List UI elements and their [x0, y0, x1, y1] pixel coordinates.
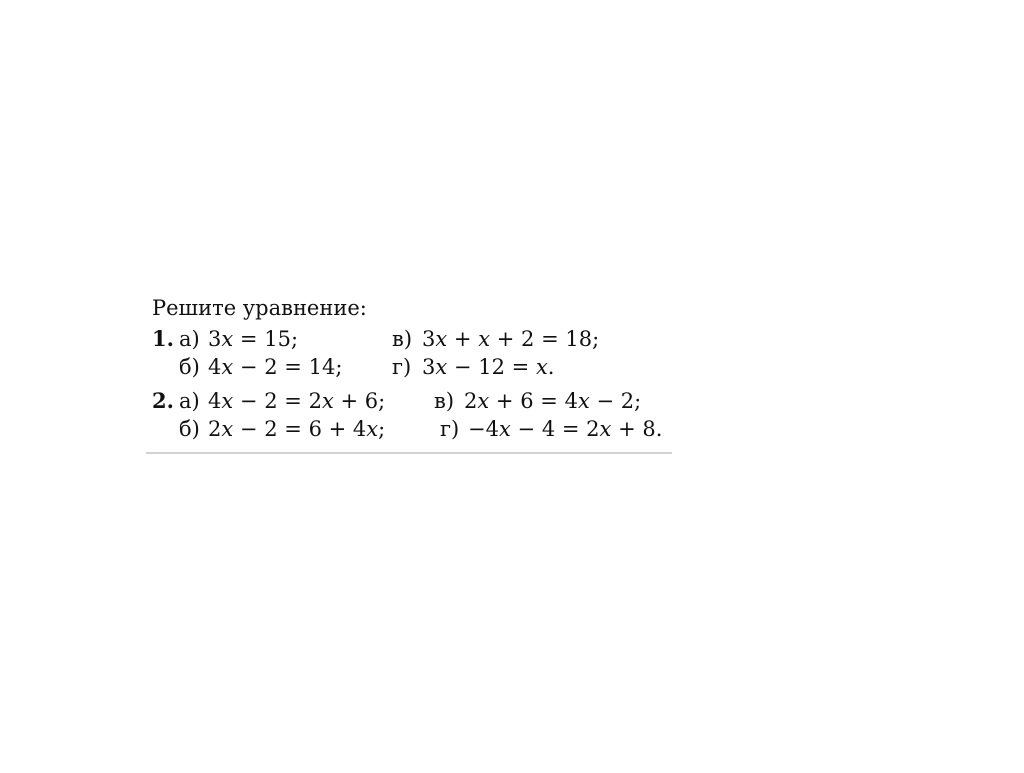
exercise-block	[146, 292, 672, 454]
item-letter: в)	[392, 327, 413, 351]
equation: 4x − 2 = 2x + 6;	[208, 389, 386, 413]
item-letter: г)	[440, 417, 460, 441]
equation: 3x − 12 = x.	[422, 355, 555, 379]
bottom-divider	[146, 452, 672, 454]
problem-number: 2.	[152, 388, 174, 413]
item-letter: а)	[179, 389, 200, 413]
equation: 4x − 2 = 14;	[208, 355, 343, 379]
equation: 2x + 6 = 4x − 2;	[464, 389, 642, 413]
item-letter: г)	[392, 355, 412, 379]
equation: −4x − 4 = 2x + 8.	[468, 417, 663, 441]
exercise-heading: Решите уравнение:	[152, 296, 367, 320]
equation: 2x − 2 = 6 + 4x;	[208, 417, 386, 441]
item-letter: а)	[179, 327, 200, 351]
problem-number: 1.	[152, 326, 174, 351]
equation: 3x + x + 2 = 18;	[422, 327, 600, 351]
equation: 3x = 15;	[208, 327, 299, 351]
item-letter: б)	[179, 417, 200, 441]
item-letter: б)	[179, 355, 200, 379]
item-letter: в)	[434, 389, 455, 413]
